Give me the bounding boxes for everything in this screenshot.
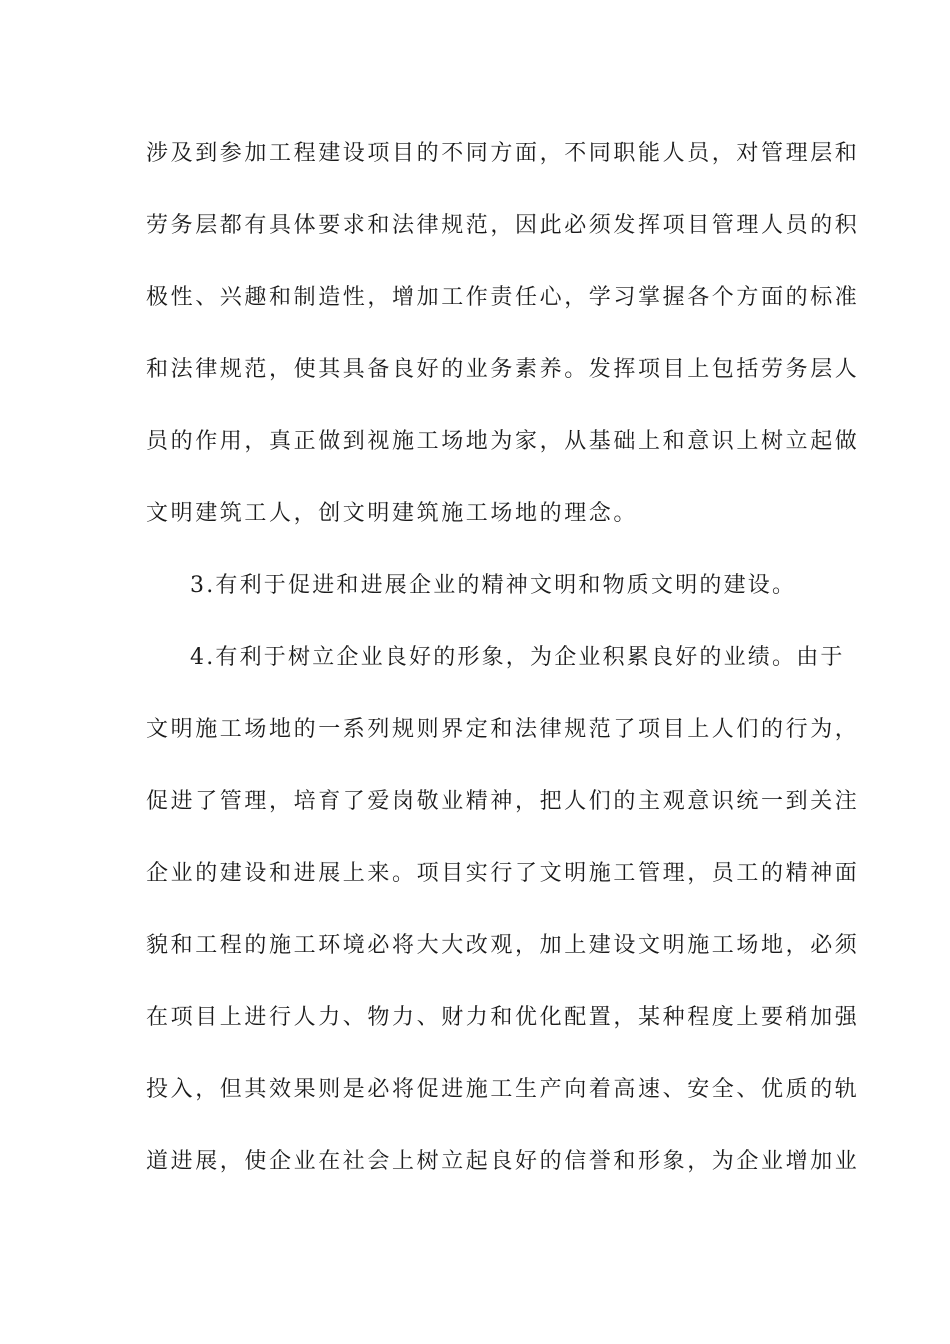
text-line: 文明施工场地的一系列规则界定和法律规范了项目上人们的行为， (146, 717, 860, 742)
text-line: 促进了管理，培育了爱岗敬业精神，把人们的主观意识统一到关注 (146, 789, 860, 814)
list-item-3: 3.有利于促进和进展企业的精神文明和物质文明的建设。 (190, 573, 797, 598)
text-line: 文明建筑工人，创文明建筑施工场地的理念。 (146, 501, 639, 526)
text-line: 企业的建设和进展上来。项目实行了文明施工管理，员工的精神面 (146, 861, 860, 886)
list-item-4: 4.有利于树立企业良好的形象，为企业积累良好的业绩。由于 (190, 645, 845, 670)
text-line: 投入，但其效果则是必将促进施工生产向着高速、安全、优质的轨 (146, 1077, 860, 1102)
text-line: 极性、兴趣和制造性，增加工作责任心，学习掌握各个方面的标准 (146, 285, 860, 310)
text-line: 涉及到参加工程建设项目的不同方面，不同职能人员，对管理层和 (146, 141, 860, 166)
text-line: 员的作用，真正做到视施工场地为家，从基础上和意识上树立起做 (146, 429, 860, 454)
text-line: 劳务层都有具体要求和法律规范，因此必须发挥项目管理人员的积 (146, 213, 860, 238)
text-line: 貌和工程的施工环境必将大大改观，加上建设文明施工场地，必须 (146, 933, 860, 958)
text-line: 道进展，使企业在社会上树立起良好的信誉和形象，为企业增加业 (146, 1149, 860, 1174)
text-line: 在项目上进行人力、物力、财力和优化配置，某种程度上要稍加强 (146, 1005, 860, 1030)
text-line: 和法律规范，使其具备良好的业务素养。发挥项目上包括劳务层人 (146, 357, 860, 382)
